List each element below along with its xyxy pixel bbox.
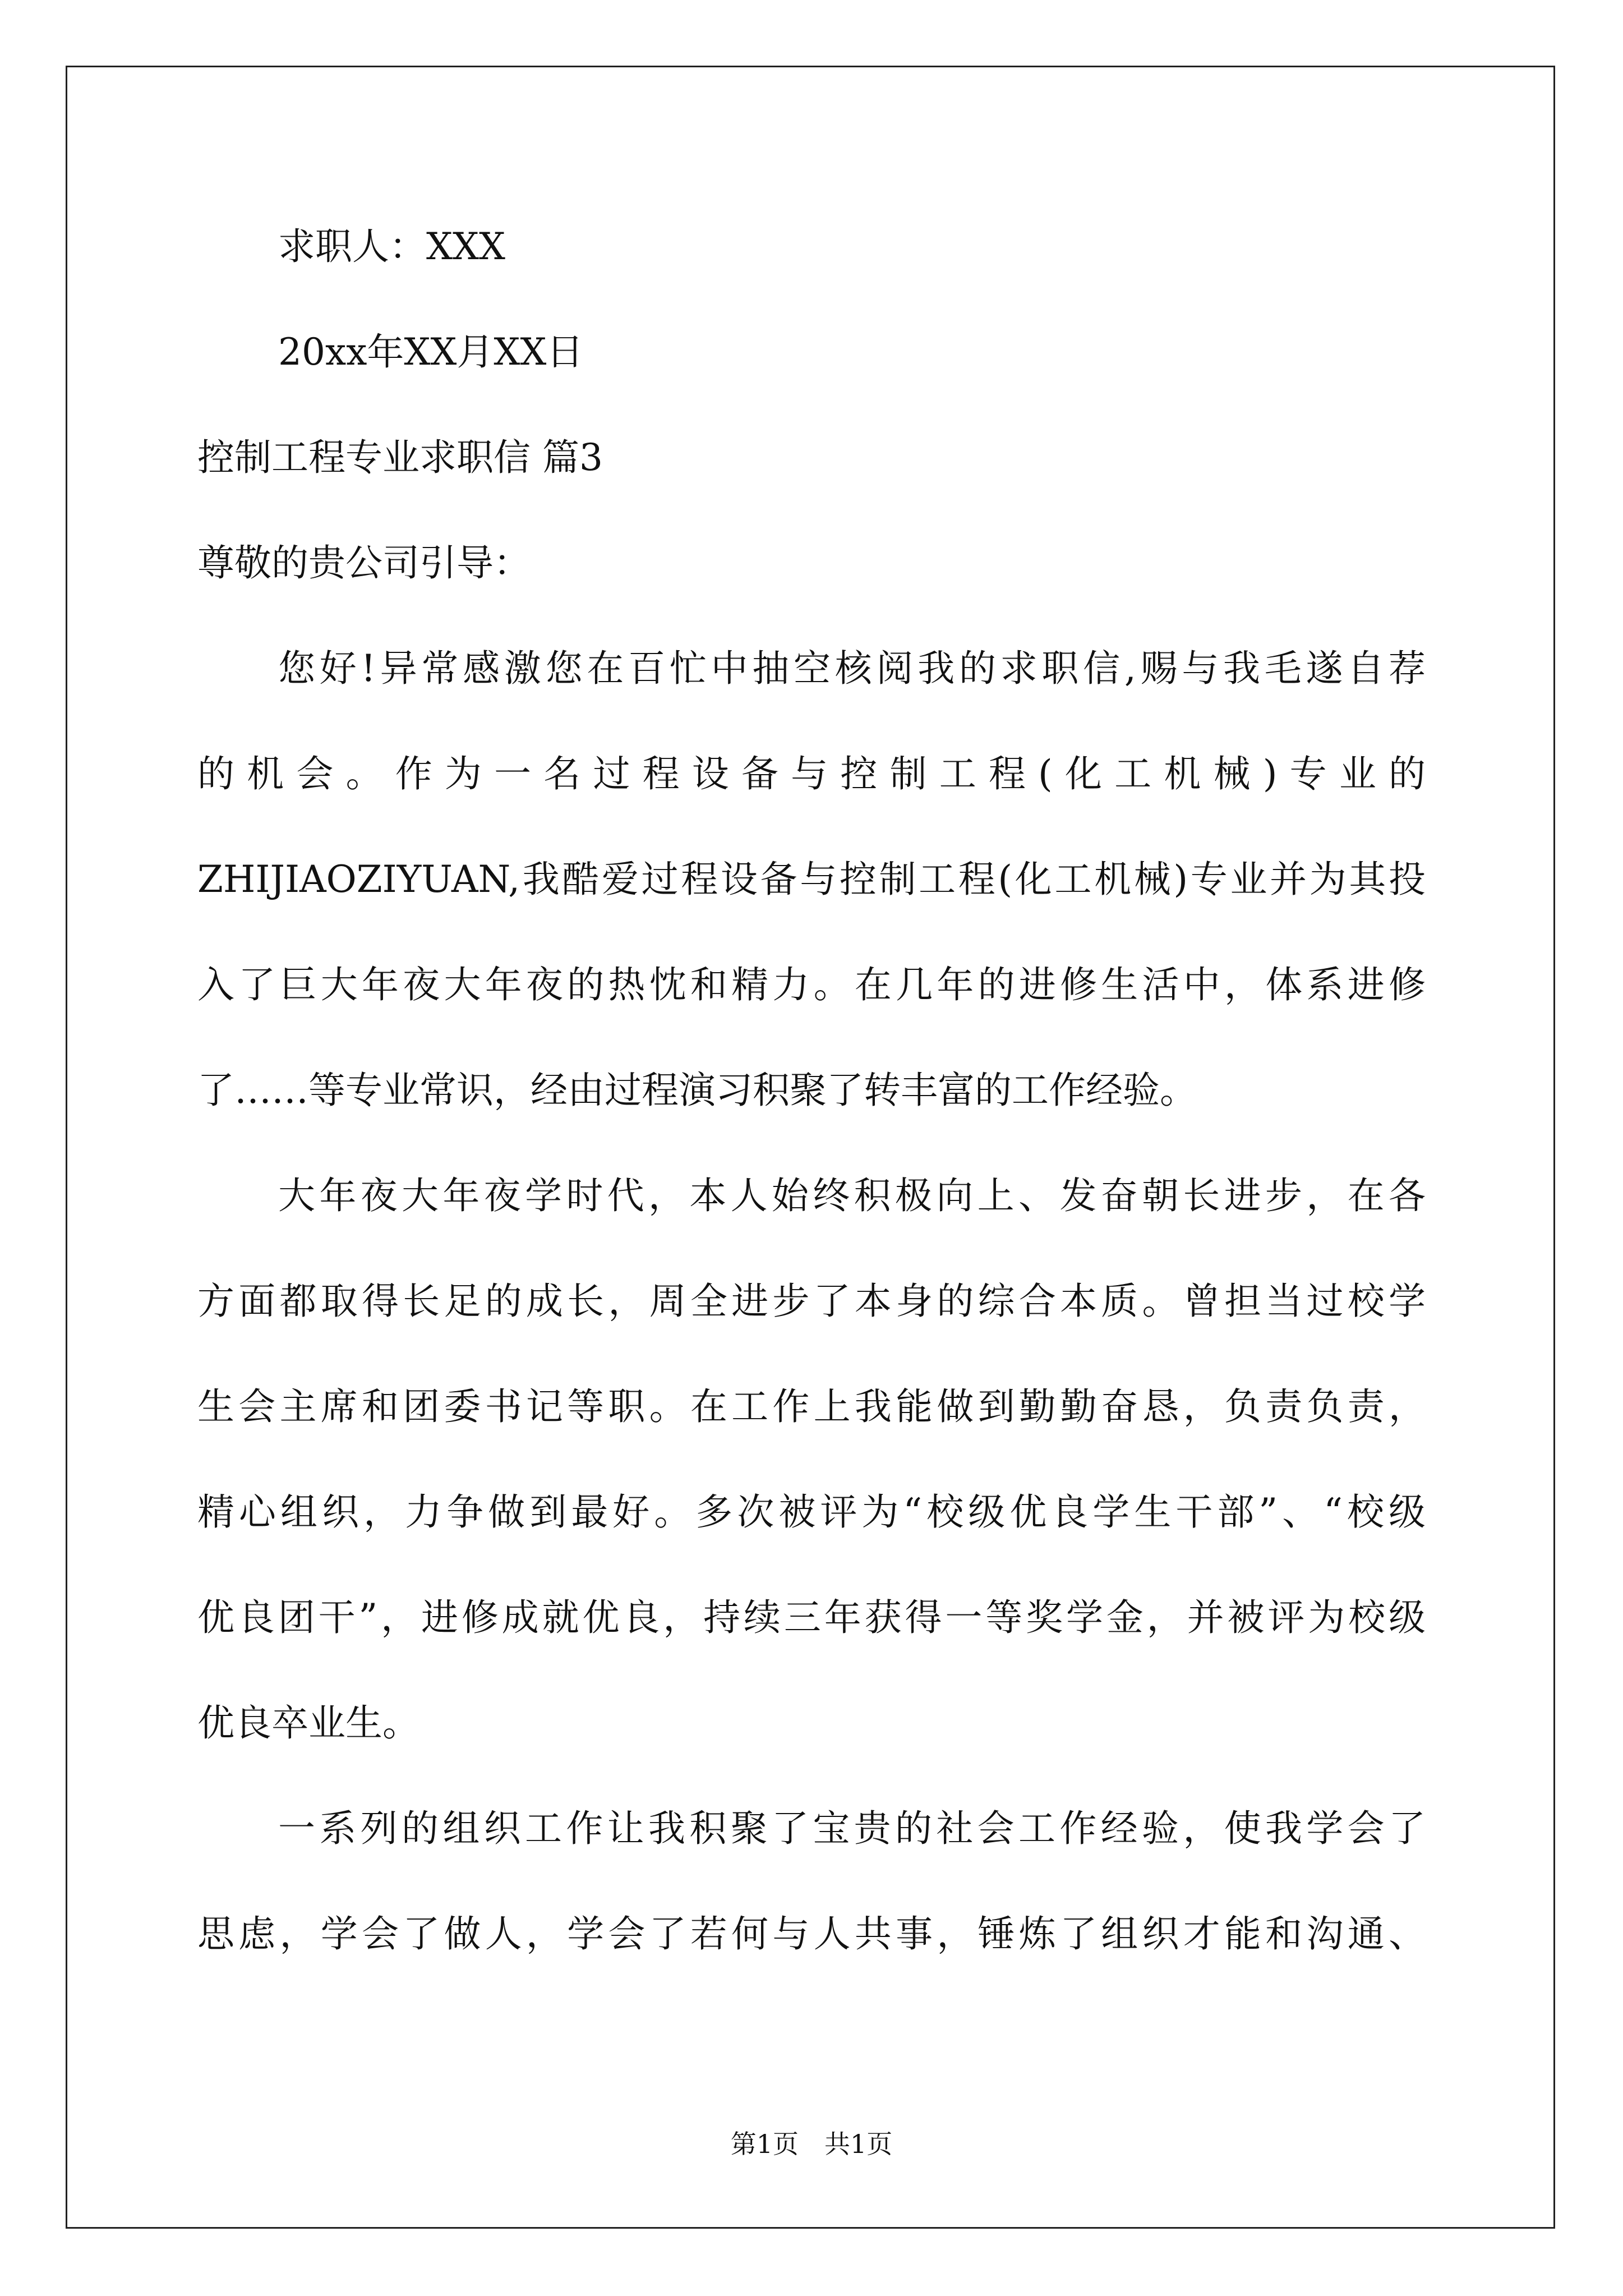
paragraph-1-line-3: ZHIJIAOZIYUAN,我酷爱过程设备与控制工程(化工机械)专业并为其投 <box>197 858 1426 901</box>
section-title: 控制工程专业求职信 篇3 <box>197 436 603 479</box>
applicant-line: 求职人：XXX <box>278 225 505 268</box>
paragraph-3-line-1: 一系列的组织工作让我积聚了宝贵的社会工作经验，使我学会了 <box>278 1807 1426 1850</box>
paragraph-2-line-2: 方面都取得长足的成长，周全进步了本身的综合本质。曾担当过校学 <box>197 1280 1426 1323</box>
paragraph-2-line-3: 生会主席和团委书记等职。在工作上我能做到勤勤奋恳，负责负责， <box>197 1385 1426 1428</box>
paragraph-1-line-1: 您好!异常感激您在百忙中抽空核阅我的求职信,赐与我毛遂自荐 <box>278 647 1426 690</box>
paragraph-1-line-2: 的机会。作为一名过程设备与控制工程(化工机械)专业的 <box>197 752 1426 795</box>
date-line: 20xx年XX月XX日 <box>278 330 584 374</box>
paragraph-1-line-4: 入了巨大年夜大年夜的热忱和精力。在几年的进修生活中，体系进修 <box>197 963 1426 1006</box>
salutation: 尊敬的贵公司引导： <box>197 541 531 585</box>
paragraph-3-line-2: 思虑，学会了做人，学会了若何与人共事，锤炼了组织才能和沟通、 <box>197 1912 1426 1955</box>
page-number-footer: 第1页 共1页 <box>730 2129 893 2159</box>
paragraph-2-line-6: 优良卒业生。 <box>197 1701 419 1745</box>
paragraph-2-line-4: 精心组织，力争做到最好。多次被评为“校级优良学生干部”、“校级 <box>197 1490 1426 1534</box>
paragraph-2-line-5: 优良团干”，进修成就优良，持续三年获得一等奖学金，并被评为校级 <box>197 1596 1426 1639</box>
paragraph-2-line-1: 大年夜大年夜学时代，本人始终积极向上、发奋朝长进步，在各 <box>278 1174 1426 1217</box>
paragraph-1-line-5: 了……等专业常识，经由过程演习积聚了转丰富的工作经验。 <box>197 1069 1197 1112</box>
